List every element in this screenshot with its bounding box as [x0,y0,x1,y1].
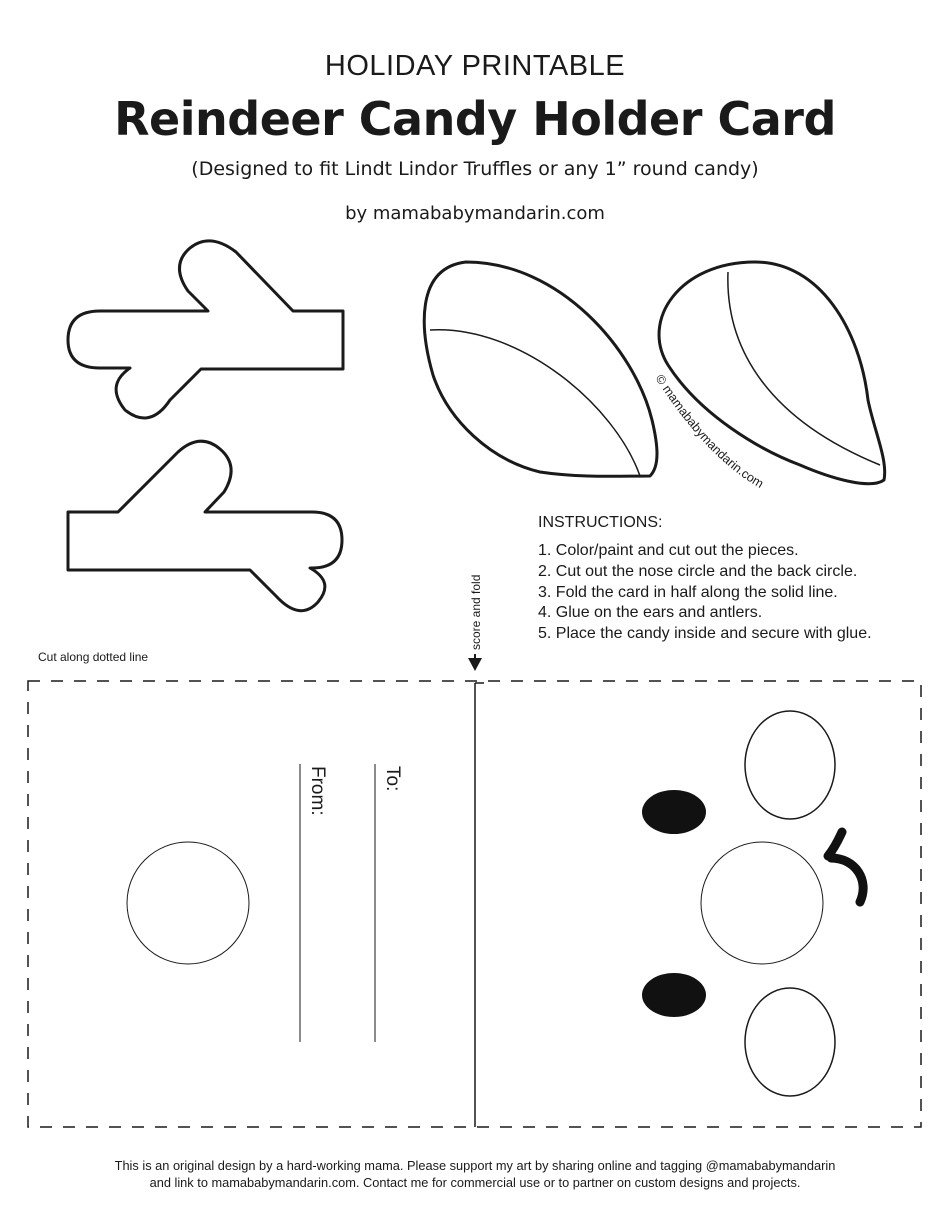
ear-spot-top [745,711,835,819]
footer-note [0,1157,950,1191]
antler-top-piece [68,241,343,418]
ear-left-piece [424,262,657,476]
instruction-step: 2. Cut out the nose circle and the back circle. [538,562,858,580]
score-fold-label: score and fold [469,574,483,650]
page-title: Reindeer Candy Holder Card [114,92,836,146]
instruction-step: 4. Glue on the ears and antlers. [538,604,763,622]
page-subtitle: (Designed to fit Lindt Lindor Truffles or any 1” round candy) [191,158,759,180]
instruction-step: 5. Place the candy inside and secure with glue. [538,625,872,643]
ear-right-piece [659,262,885,484]
cut-label: Cut along dotted line [38,650,149,664]
instruction-step: 3. Fold the card in half along the solid line. [538,583,838,601]
ear-credit-text: © mamababymandarin.com [652,372,766,491]
eye-bottom-left-icon [642,973,706,1017]
nose-circle [701,842,823,964]
to-label: To: [382,766,403,792]
antler-bottom-piece [68,441,342,611]
kicker-text: HOLIDAY PRINTABLE [324,50,626,82]
smile-icon [828,832,863,902]
instruction-step: 1. Color/paint and cut out the pieces. [538,542,799,559]
back-circle [127,842,249,964]
from-label: From: [307,766,328,816]
ear-spot-bottom [745,988,835,1096]
instructions-list [538,541,872,645]
footer-line-2: and link to mamababymandarin.com. Contact me for commercial use or to partner on custom designs and projects. [149,1175,801,1190]
byline: by mamababymandarin.com [345,203,605,224]
footer-line-1: This is an original design by a hard-working mama. Please support my art by sharing online and tagging @mamababymandarin [114,1158,836,1173]
instructions-heading: INSTRUCTIONS: [538,514,663,531]
eye-top-left-icon [642,790,706,834]
